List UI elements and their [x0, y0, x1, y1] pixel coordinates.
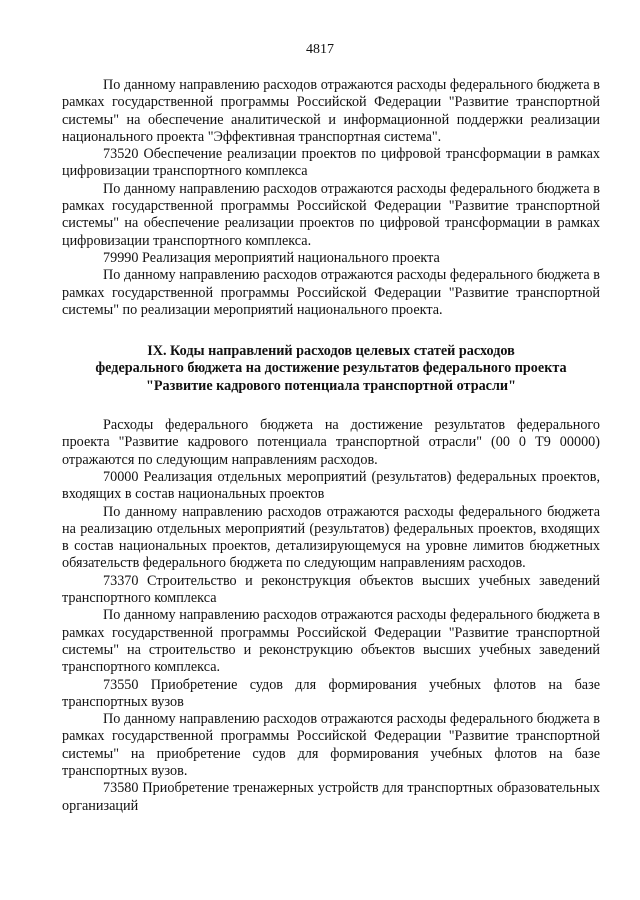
paragraph: 73520 Обеспечение реализации проектов по цифровой трансформации в рамках цифровизации транспортного комплекса [62, 146, 600, 180]
section-heading-line: IX. Коды направлений расходов целевых статей расходов [147, 343, 515, 360]
paragraph: По данному направлению расходов отражаются расходы федерального бюджета в рамках государственной программы Российской Федерации "Развитие транспортной системы" на приобретение судов для формирования учебных флотов на базе транспортных вузов. [62, 711, 600, 779]
paragraph: По данному направлению расходов отражаются расходы федерального бюджета в рамках государственной программы Российской Федерации "Развитие транспортной системы" на обеспечение реализации проектов по цифровой трансформации в рамках цифровизации транспортного комплекса. [62, 180, 600, 249]
section-heading-line: федерального бюджета на достижение результатов федерального проекта [95, 360, 567, 377]
paragraph: 73370 Строительство и реконструкция объектов высших учебных заведений транспортного комплекса [62, 572, 600, 607]
paragraph: 73550 Приобретение судов для формирования учебных флотов на базе транспортных вузов [62, 676, 600, 710]
paragraph: По данному направлению расходов отражаются расходы федерального бюджета в рамках государственной программы Российской Федерации "Развитие транспортной системы" на обеспечение аналитической и информационной поддержки реализации национального проекта "Эффективная транспортная система". [62, 77, 600, 145]
page-number: 4817 [306, 42, 334, 57]
section-heading [62, 343, 600, 395]
paragraph: 70000 Реализация отдельных мероприятий (результатов) федеральных проектов, входящих в состав национальных проектов [62, 468, 600, 503]
paragraph: По данному направлению расходов отражаются расходы федерального бюджета в рамках государственной программы Российской Федерации "Развитие транспортной системы" по реализации мероприятий национального проекта. [62, 267, 600, 318]
paragraph: Расходы федерального бюджета на достижение результатов федерального проекта "Развитие кадрового потенциала транспортной отрасли" (00 0 Т9 00000) отражаются по следующим направлениям расходов. [62, 417, 600, 468]
paragraph: 79990 Реализация мероприятий национального проекта [103, 249, 440, 266]
paragraph: 73580 Приобретение тренажерных устройств для транспортных образовательных организаций [62, 780, 600, 814]
paragraph: По данному направлению расходов отражаются расходы федерального бюджета на реализацию отдельных мероприятий (результатов) федеральных проектов, входящих в состав национальных проектов, детализирующемуся на уровне лимитов бюджетных обязательств федерального бюджета по следующим направлениям расходов. [62, 503, 600, 572]
section-heading-line: "Развитие кадрового потенциала транспортной отрасли" [146, 377, 516, 394]
paragraph: По данному направлению расходов отражаются расходы федерального бюджета в рамках государственной программы Российской Федерации "Развитие транспортной системы" на строительство и реконструкцию объектов высших учебных заведений транспортного комплекса. [62, 607, 600, 676]
document-body [62, 77, 600, 815]
